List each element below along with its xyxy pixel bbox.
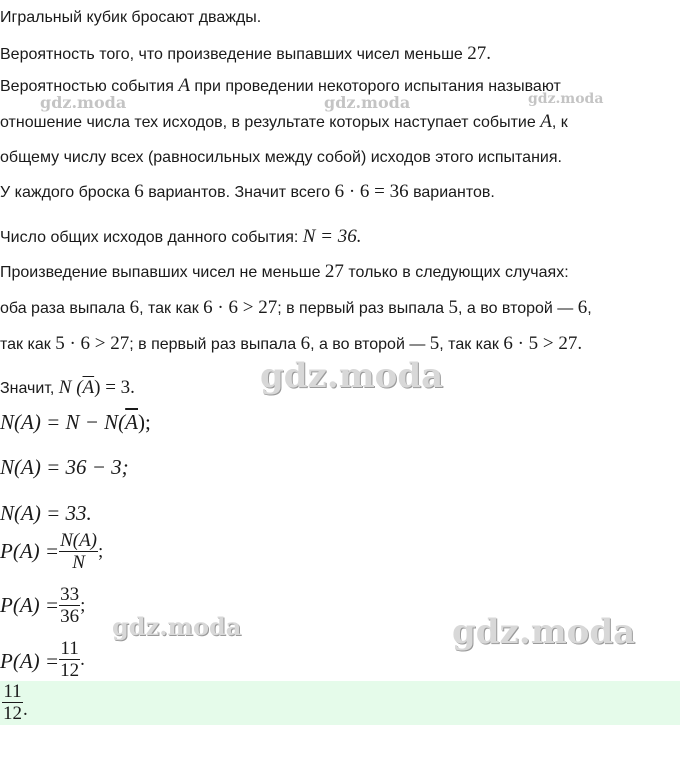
math-punct: . bbox=[23, 698, 28, 720]
math-number: 5 bbox=[448, 297, 459, 318]
fraction-denominator: N bbox=[72, 552, 85, 573]
text: ; в первый раз выпала bbox=[129, 336, 301, 353]
complement-count-line bbox=[0, 378, 135, 399]
math-expression: N(A) = N − N( bbox=[0, 410, 126, 434]
text: только в следующих случаях: bbox=[343, 264, 569, 281]
answer-value bbox=[2, 681, 28, 724]
text: вариантов. Значит всего bbox=[143, 184, 335, 201]
fraction-numerator: 11 bbox=[60, 638, 79, 659]
answer-box bbox=[0, 681, 680, 725]
math-punct: . bbox=[80, 649, 85, 670]
math-var-a: A bbox=[540, 111, 552, 132]
text: У каждого броска bbox=[0, 184, 135, 201]
math-var-a: A bbox=[178, 75, 190, 96]
math-expression: ) = 3. bbox=[94, 377, 135, 398]
math-expression: N(A) = 36 − 3; bbox=[0, 455, 129, 479]
math-number: 5 bbox=[429, 333, 440, 354]
fraction-denominator: 36 bbox=[60, 606, 80, 627]
math-expression: N ( bbox=[58, 377, 83, 398]
math-expression: P(A) = bbox=[0, 539, 60, 563]
math-number: 27 bbox=[324, 261, 344, 282]
fraction-numerator: 11 bbox=[3, 681, 22, 702]
text: , так как bbox=[139, 300, 204, 317]
text: Произведение выпавших чисел не меньше bbox=[0, 264, 325, 281]
math-number: 27. bbox=[467, 43, 492, 64]
cases-line-1 bbox=[0, 298, 592, 319]
equation-3 bbox=[0, 503, 92, 526]
math-expression: N = 36. bbox=[302, 226, 362, 247]
answer-fraction bbox=[2, 681, 23, 724]
math-expression: 6 · 5 > 27. bbox=[503, 333, 583, 354]
math-punct: ; bbox=[98, 540, 104, 562]
definition-line-2 bbox=[0, 112, 568, 133]
definition-text: отношение числа тех исходов, в результате которых наступает событие bbox=[0, 114, 541, 131]
fraction bbox=[59, 584, 80, 627]
math-var-a-bar: $\overline{A}$ bbox=[82, 377, 95, 398]
math-number: 6 bbox=[577, 297, 588, 318]
math-expression: 6 · 6 = 36 bbox=[334, 181, 409, 202]
fraction-numerator: N(A) bbox=[60, 530, 97, 551]
math-expression: P(A) = bbox=[0, 649, 60, 673]
text: , а во второй — bbox=[310, 336, 430, 353]
definition-text: , к bbox=[551, 114, 568, 131]
definition-line-3: общему числу всех (равносильных между собой) исходов этого испытания. bbox=[0, 149, 562, 166]
text: , bbox=[587, 300, 592, 317]
math-punct: ; bbox=[80, 594, 86, 616]
text: Число общих исходов данного события: bbox=[0, 229, 303, 246]
text: оба раза выпала bbox=[0, 300, 130, 317]
text: , так как bbox=[439, 336, 504, 353]
watermark: gdz.moda bbox=[324, 93, 411, 112]
watermark: gdz.moda bbox=[40, 93, 127, 112]
question-text bbox=[0, 44, 491, 65]
definition-text: при проведении некоторого испытания называют bbox=[189, 78, 561, 95]
total-outcomes-line bbox=[0, 227, 362, 248]
math-number: 6 bbox=[134, 181, 144, 202]
text: Значит, bbox=[0, 380, 59, 397]
text: , а во второй — bbox=[458, 300, 578, 317]
fraction bbox=[59, 638, 80, 680]
equation-1 bbox=[0, 412, 151, 433]
math-expression: P(A) = bbox=[0, 593, 60, 617]
cases-intro-line bbox=[0, 262, 569, 283]
watermark: gdz.moda bbox=[112, 612, 242, 641]
equation-2 bbox=[0, 457, 129, 480]
cases-line-2 bbox=[0, 334, 582, 355]
condition-text: Игральный кубик бросают дважды. bbox=[0, 9, 262, 26]
text: так как bbox=[0, 336, 56, 353]
math-number: 6 bbox=[300, 333, 311, 354]
math-expression: ); bbox=[138, 410, 151, 434]
equation-6 bbox=[0, 638, 85, 680]
fraction-numerator: 33 bbox=[60, 584, 80, 605]
variants-line bbox=[0, 182, 495, 203]
math-expression: N(A) = 33. bbox=[0, 501, 92, 525]
math-expression: 5 · 6 > 27 bbox=[55, 333, 130, 354]
fraction bbox=[59, 530, 98, 573]
watermark: gdz.moda bbox=[452, 612, 636, 652]
fraction-denominator: 12 bbox=[3, 703, 22, 724]
text: вариантов. bbox=[408, 184, 495, 201]
watermark: gdz.moda bbox=[260, 356, 444, 396]
equation-4 bbox=[0, 530, 103, 573]
equation-5 bbox=[0, 584, 85, 627]
math-number: 6 bbox=[129, 297, 140, 318]
definition-text: Вероятностью события bbox=[0, 78, 179, 95]
text: ; в первый раз выпала bbox=[277, 300, 449, 317]
question-text-part: Вероятность того, что произведение выпавших чисел меньше bbox=[0, 46, 468, 63]
watermark: gdz.moda bbox=[528, 91, 604, 107]
fraction-denominator: 12 bbox=[60, 660, 80, 680]
math-var-a-bar: $\overline{A}$ bbox=[125, 410, 138, 434]
math-expression: 6 · 6 > 27 bbox=[203, 297, 278, 318]
